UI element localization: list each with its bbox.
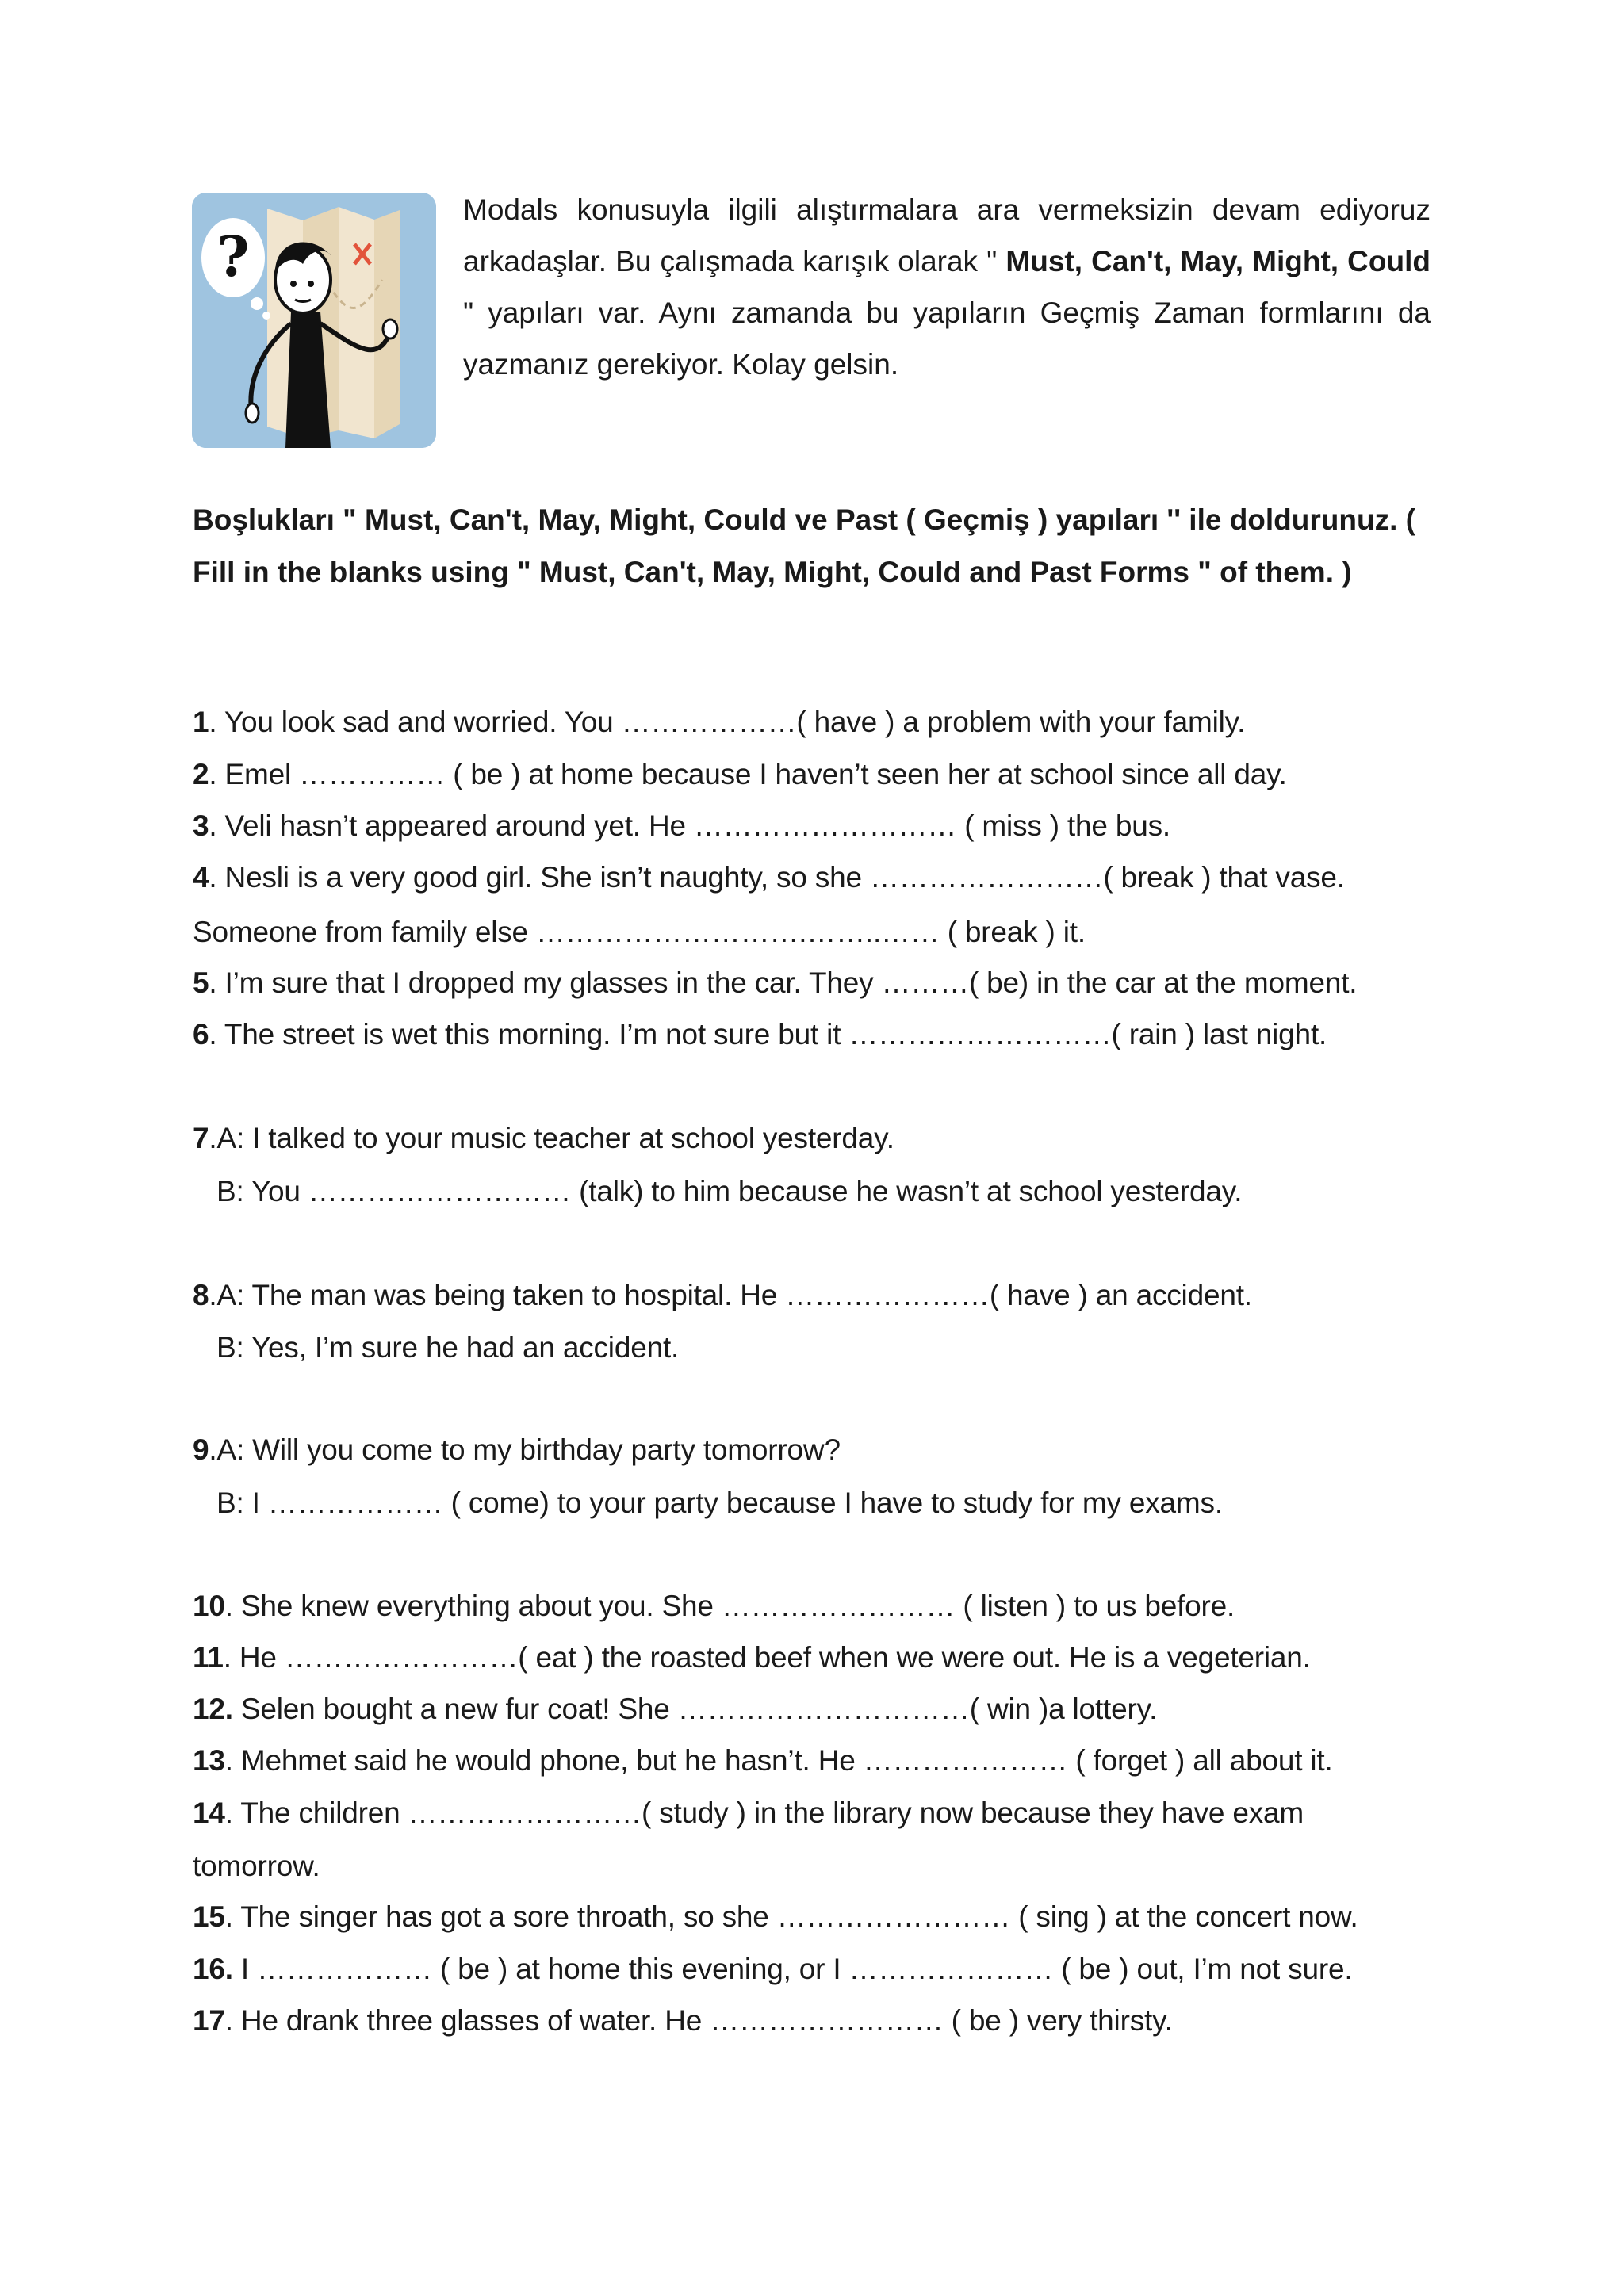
exercise-line: 10. She knew everything about you. She …………………… ( listen ) to us before. <box>193 1590 1235 1622</box>
intro-text-start: Modals konusuyla ilgili alıştırmalara ara vermeksizin devam ediyoruz arkadaşlar. Bu çalışmada karışık olarak " <box>463 193 1431 277</box>
confused-man-map-illustration <box>192 193 436 448</box>
exercise-line: 7.A: I talked to your music teacher at school yesterday. <box>193 1122 894 1154</box>
exercise-line: 12. Selen bought a new fur coat! She …………………………( win )a lottery. <box>193 1693 1158 1725</box>
exercise-line: 13. Mehmet said he would phone, but he hasn’t. He ………………… ( forget ) all about it. <box>193 1744 1333 1777</box>
svg-text:?: ? <box>216 224 250 289</box>
exercise-line: Someone from family else ……………………….……..…… ( break ) it. <box>193 916 1086 948</box>
exercise-line: tomorrow. <box>193 1850 320 1882</box>
exercise-line: 11. He ……………………( eat ) the roasted beef when we were out. He is a vegeterian. <box>193 1641 1311 1674</box>
exercise-line: 17. He drank three glasses of water. He …………………… ( be ) very thirsty. <box>193 2004 1173 2037</box>
exercise-line: 15. The singer has got a sore throath, so she …………………… ( sing ) at the concert now. <box>193 1900 1358 1933</box>
intro-text-end: " yapıları var. Aynı zamanda bu yapıların Geçmiş Zaman formlarını da yazmanız gerekiyor. Kolay gelsin. <box>463 297 1431 381</box>
exercise-line: 2. Emel …………… ( be ) at home because I haven’t seen her at school since all day. <box>193 758 1287 790</box>
exercise-line: 14. The children ……………………( study ) in the library now because they have exam <box>193 1797 1304 1829</box>
intro-modals-bold: Must, Can't, May, Might, Could <box>997 245 1431 277</box>
exercise-line: 8.A: The man was being taken to hospital. He …………………( have ) an accident. <box>193 1279 1252 1311</box>
exercise-line: B: I ……………… ( come) to your party because I have to study for my exams. <box>216 1487 1223 1519</box>
exercise-line: B: You ……………………… (talk) to him because he wasn’t at school yesterday. <box>216 1175 1243 1207</box>
exercise-line: 6. The street is wet this morning. I’m not sure but it ………………………( rain ) last night. <box>193 1018 1327 1050</box>
instruction-heading: Boşlukları " Must, Can't, May, Might, Could ve Past ( Geçmiş ) yapıları '' ile doldurunuz. ( Fill in the blanks using " Must, Can't, May, Might, Could and Past Forms " of them. ) <box>193 503 1415 588</box>
exercise-line: 1. You look sad and worried. You ………………( have ) a problem with your family. <box>193 706 1246 738</box>
intro-paragraph <box>463 184 1431 390</box>
exercise-line: 4. Nesli is a very good girl. She isn’t naughty, so she ……………………( break ) that vase. <box>193 861 1345 894</box>
exercise-line: 3. Veli hasn’t appeared around yet. He ……………………… ( miss ) the bus. <box>193 809 1170 842</box>
exercise-line: 16. I ……………… ( be ) at home this evening, or I ………………… ( be ) out, I’m not sure. <box>193 1953 1353 1985</box>
exercise-line: 5. I’m sure that I dropped my glasses in the car. They ………( be) in the car at the moment. <box>193 966 1358 999</box>
exercise-line: B: Yes, I’m sure he had an accident. <box>216 1331 680 1364</box>
exercise-line: 9.A: Will you come to my birthday party tomorrow? <box>193 1433 841 1466</box>
